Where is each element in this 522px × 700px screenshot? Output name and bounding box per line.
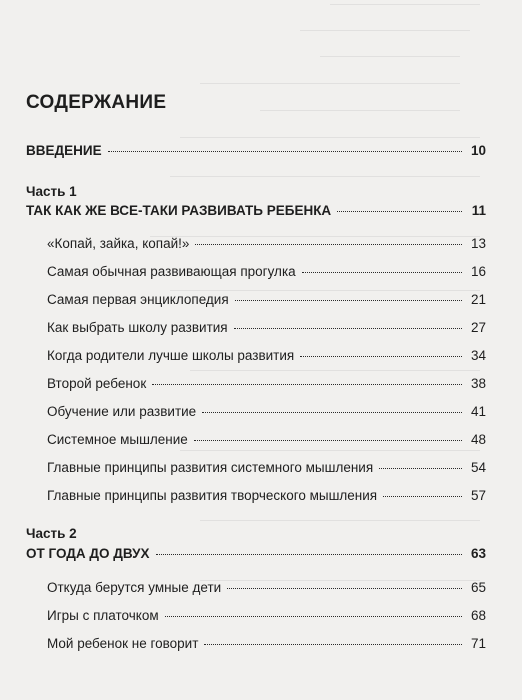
toc-entry-page: 27 — [470, 320, 486, 335]
dot-leader — [194, 440, 462, 441]
toc-entry-page: 34 — [470, 348, 486, 363]
toc-title: СОДЕРЖАНИЕ — [26, 92, 167, 113]
toc-entry-page: 54 — [470, 460, 486, 475]
toc-entry-page: 68 — [470, 608, 486, 623]
toc-entry-page: 38 — [470, 376, 486, 391]
toc-entry[interactable] — [47, 320, 486, 338]
toc-entry-title: Обучение или развитие — [47, 404, 197, 419]
toc-entry-page: 63 — [470, 546, 486, 561]
toc-entry-page: 48 — [470, 432, 486, 447]
dot-leader — [156, 554, 462, 555]
dot-leader — [234, 328, 462, 329]
dot-leader — [383, 496, 462, 497]
toc-entry-title: Главные принципы развития творческого мышления — [47, 488, 378, 503]
toc-entry[interactable] — [47, 580, 486, 598]
dot-leader — [379, 468, 462, 469]
toc-entry-page: 10 — [470, 143, 486, 158]
toc-entry-page: 11 — [471, 203, 486, 218]
toc-entry-page: 71 — [470, 636, 486, 651]
dot-leader — [337, 211, 462, 212]
dot-leader — [300, 356, 462, 357]
part-1-label: Часть 1 — [26, 184, 77, 199]
dot-leader — [165, 616, 462, 617]
dot-leader — [195, 244, 462, 245]
toc-entry-title: Самая обычная развивающая прогулка — [47, 264, 296, 279]
toc-entry[interactable] — [47, 636, 486, 654]
toc-entry[interactable] — [47, 404, 486, 422]
toc-entry-page: 65 — [470, 580, 486, 595]
toc-entry[interactable] — [47, 292, 486, 310]
dot-leader — [152, 384, 462, 385]
toc-entry[interactable] — [47, 376, 486, 394]
toc-entry-title: Когда родители лучше школы развития — [47, 348, 295, 363]
dot-leader — [235, 300, 462, 301]
toc-entry-title: Откуда берутся умные дети — [47, 580, 222, 595]
toc-entry[interactable] — [47, 264, 486, 282]
dot-leader — [227, 588, 462, 589]
toc-entry-title: Главные принципы развития системного мышления — [47, 460, 374, 475]
part-2-label: Часть 2 — [26, 526, 77, 541]
toc-entry-page: 57 — [470, 488, 486, 503]
toc-entry-page: 41 — [470, 404, 486, 419]
toc-entry-intro[interactable] — [26, 143, 486, 161]
toc-entry-title: Как выбрать школу развития — [47, 320, 228, 335]
toc-entry-title: ОТ ГОДА ДО ДВУХ — [26, 546, 150, 561]
part-1-heading[interactable] — [26, 203, 486, 221]
toc-entry[interactable] — [47, 460, 486, 478]
toc-entry[interactable] — [47, 348, 486, 366]
toc-entry-page: 21 — [470, 292, 486, 307]
part-2-heading[interactable] — [26, 546, 486, 564]
dot-leader — [108, 151, 462, 152]
dot-leader — [204, 644, 462, 645]
toc-entry-title: ВВЕДЕНИЕ — [26, 143, 102, 158]
toc-entry-title: Системное мышление — [47, 432, 188, 447]
dot-leader — [202, 412, 462, 413]
toc-entry[interactable] — [47, 488, 486, 506]
dot-leader — [302, 272, 462, 273]
toc-entry-title: ТАК КАК ЖЕ ВСЕ-ТАКИ РАЗВИВАТЬ РЕБЕНКА — [26, 203, 332, 218]
toc-entry-page: 13 — [470, 236, 486, 251]
toc-entry-page: 16 — [470, 264, 486, 279]
toc-entry-title: Мой ребенок не говорит — [47, 636, 199, 651]
toc-entry[interactable] — [47, 608, 486, 626]
toc-entry[interactable] — [47, 432, 486, 450]
toc-entry-title: «Копай, зайка, копай!» — [47, 236, 190, 251]
toc-entry-title: Игры с платочком — [47, 608, 159, 623]
toc-entry-title: Второй ребенок — [47, 376, 147, 391]
toc-entry[interactable] — [47, 236, 486, 254]
toc-entry-title: Самая первая энциклопедия — [47, 292, 229, 307]
